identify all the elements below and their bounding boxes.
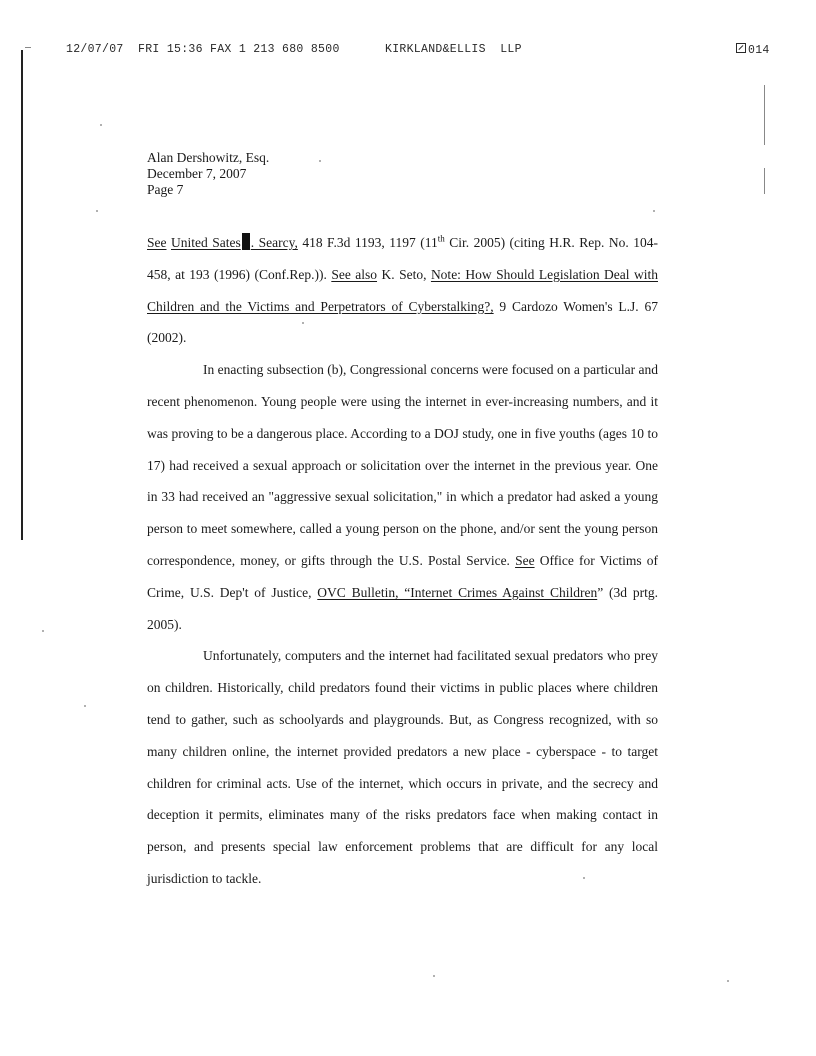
- see-signal: See: [147, 235, 167, 250]
- paragraph-1-text: In enacting subsection (b), Congressional concerns were focused on a particular and recent phenomenon. Young people were using the internet in ever-increasing numbers, and it was proving to be a dangerous place. According to a DOJ study, one in five youths (ages 10 to 17) had received a sexual approach or solicitation over the internet in the previous year. One in 33 had received an "aggressive sexual solicitation," in which a predator had asked a young person to meet somewhere, called a young person on the phone, and/or sent the young person correspondence, money, or gifts through the U.S. Postal Service.: [147, 362, 658, 568]
- see-also-signal: See also: [331, 266, 378, 282]
- fax-firm-name: KIRKLAND&ELLIS LLP: [385, 43, 522, 56]
- case-name-part-b: . Searcy,: [250, 235, 298, 250]
- case-cite-end: Cir. 2005) (citing H.R. Rep. No. 104-458, at 193 (1996) (Conf.Rep.)).: [147, 235, 658, 282]
- case-name-part-a: United Sates: [171, 235, 241, 250]
- letter-body: [147, 227, 658, 895]
- scan-speck: [727, 980, 729, 982]
- scan-speck: [84, 705, 86, 707]
- citation-paragraph: [147, 227, 658, 354]
- scan-speck: [653, 210, 655, 212]
- left-margin-bar: [21, 50, 23, 540]
- page-label: Page 7: [147, 182, 184, 197]
- ovc-bulletin-cite: ” (3d prtg. 2005).: [147, 584, 658, 632]
- right-margin-scan-line: [764, 85, 765, 145]
- article-title: Note: How Should Legislation Deal with Children and the Victims and Perpetrators of Cyberstalking?,: [147, 266, 658, 314]
- scan-speck: [433, 975, 435, 977]
- letter-date: December 7, 2007: [147, 166, 247, 181]
- case-cite-start: 418 F.3d 1193, 1197 (11: [297, 235, 438, 250]
- circuit-ordinal: th: [437, 233, 445, 244]
- scan-speck: [100, 124, 102, 126]
- subsection-b-paragraph: [147, 354, 658, 640]
- article-author: K. Seto,: [377, 266, 431, 282]
- right-margin-scan-line: [764, 168, 765, 194]
- addressee-name: Alan Dershowitz, Esq.: [147, 150, 270, 165]
- fax-page-number-text: 014: [748, 44, 770, 57]
- fax-page-number: [736, 43, 770, 57]
- ovc-source: Office for Victims of Crime, U.S. Dep't of Justice,: [147, 552, 658, 600]
- ovc-bulletin-title: OVC Bulletin, “Internet Crimes Against Children: [317, 584, 598, 600]
- left-margin-tick: [25, 47, 31, 48]
- letter-addressee-block: [147, 150, 269, 198]
- fax-header: [0, 43, 816, 59]
- predators-paragraph: Unfortunately, computers and the internet had facilitated sexual predators who prey on children. Historically, child predators found their victims in public places where children tend to gather, such as schoolyards and playgrounds. But, as Congress recognized, with so many children online, the internet provided predators a new place - cyberspace - to target children for criminal acts. Use of the internet, which occurs in private, and the secrecy and deception it permits, eliminates many of the risks predators face when making contact in person, and presents special law enforcement problems that are difficult for any local jurisdiction to tackle.: [147, 648, 658, 886]
- scan-speck: [96, 210, 98, 212]
- scan-speck: [42, 630, 44, 632]
- scan-speck: [319, 160, 321, 162]
- fax-page-icon: [736, 43, 746, 53]
- journal-cite: 9 Cardozo Women's L.J. 67 (2002).: [147, 298, 658, 346]
- fax-date-time-line: 12/07/07 FRI 15:36 FAX 1 213 680 8500: [66, 43, 340, 56]
- redaction-mark: [242, 233, 250, 250]
- see-signal-2: See: [515, 552, 535, 568]
